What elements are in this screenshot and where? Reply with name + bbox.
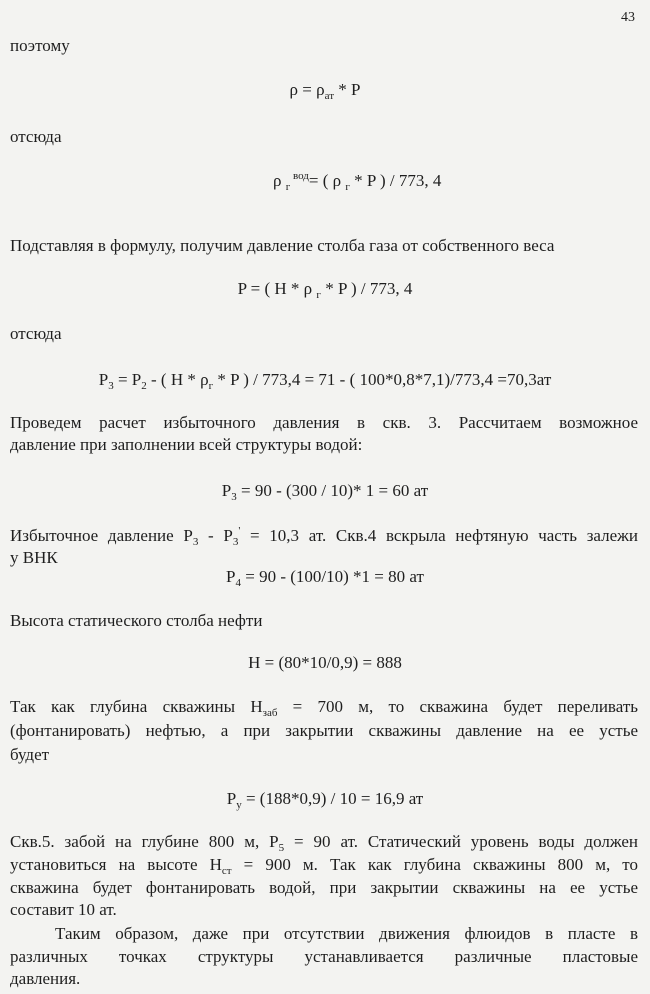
page-number: 43 xyxy=(621,10,635,25)
text-line: Подставляя в формулу, получим давление столба газа от собственного веса xyxy=(10,236,555,255)
formula-p4: $P_4 = 90 - (100/10) *1 = 80$ ат xyxy=(226,567,424,589)
formula-p3-water: $P_3 = 90 - (300 / 10)*$ 1 = 60 ат xyxy=(221,481,429,503)
formula-rho: $\rho = \rho_{ат} * P$ xyxy=(289,80,361,102)
paragraph-line: установиться на высоте $H_{ст} = 900$ м. Так как глубина скважины 800 м, то xyxy=(10,855,638,877)
formula-oil-column: H = (80*10/0,9) = 888 xyxy=(248,653,402,672)
paragraph-line: Таким образом, даже при отсутствии движения флюидов в пласте в xyxy=(55,924,638,943)
paragraph-line: давление при заполнении всей структуры водой: xyxy=(10,435,363,454)
paragraph-line: скважина будет фонтанировать водой, при закрытии скважины на ее устье xyxy=(10,878,638,897)
paragraph-line: давления. xyxy=(10,969,81,988)
formula-gas-column: P = ( H * ρ $_г$ * P ) / 773, 4 xyxy=(237,279,413,301)
paragraph-line: составит 10 ат. xyxy=(10,900,117,919)
formula-wellhead-pressure: $P_у = (188*0,9) / 10 = 16,9$ ат xyxy=(226,789,424,811)
paragraph-line: Так как глубина скважины $H_{заб} = 700$ м, то скважина будет переливать xyxy=(10,697,639,719)
formula-rho-water: ρ $_г$ $^{вод}$= ( ρ $_г$ * P ) / 773, 4 xyxy=(273,170,442,193)
paragraph-line: Избыточное давление $P_3 - P_3' = 10,3$ ат. Скв.4 вскрыла нефтяную часть залежи xyxy=(10,525,638,548)
paragraph-line: различных точках структуры устанавливается различные пластовые xyxy=(10,947,638,966)
text-line: отсюда xyxy=(10,127,62,146)
text-line: поэтому xyxy=(10,36,70,55)
formula-p3-gas: $P_3 = P_2$ - ( H * $\rho_г$ * P ) / 773,4 = 71 - ( 100*0,8*7,1)/773,4 =70,3ат xyxy=(98,370,552,392)
paragraph-line: у ВНК xyxy=(10,548,58,567)
paragraph-line: (фонтанировать) нефтью, а при закрытии скважины давление на ее устье xyxy=(10,721,638,740)
text-line: отсюда xyxy=(10,324,62,343)
paragraph-line: Скв.5. забой на глубине 800 м, $P_5 = 90$ ат. Статический уровень воды должен xyxy=(10,832,638,854)
paragraph-line: будет xyxy=(10,745,50,764)
paragraph-line: Проведем расчет избыточного давления в скв. 3. Рассчитаем возможное xyxy=(10,413,638,432)
text-line: Высота статического столба нефти xyxy=(10,611,263,630)
